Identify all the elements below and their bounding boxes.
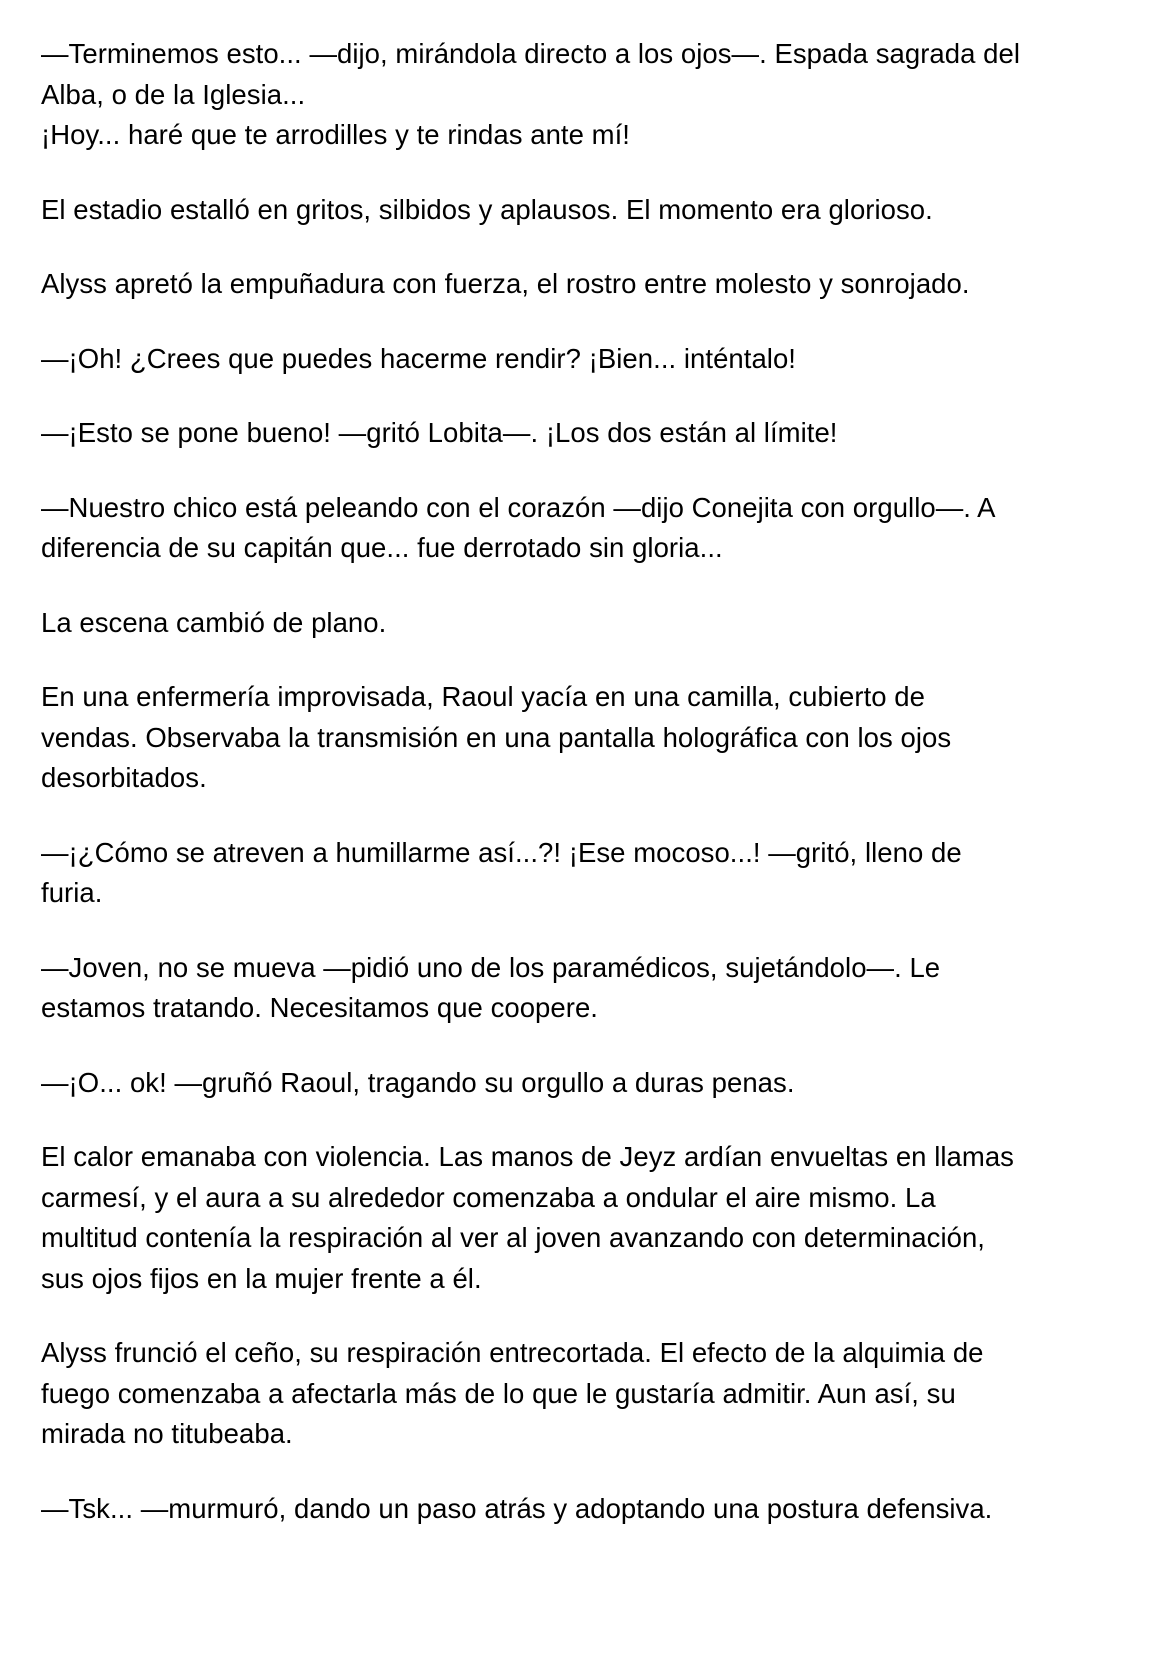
paragraph: —¡Esto se pone bueno! —gritó Lobita—. ¡Los dos están al límite! bbox=[41, 417, 838, 448]
paragraph: —¡Oh! ¿Crees que puedes hacerme rendir? ¡Bien... inténtalo! bbox=[41, 342, 796, 374]
paragraph: —Nuestro chico está peleando con el corazón —dijo Conejita con orgullo—. A diferencia de su capitán que... fue derrotado sin gloria... bbox=[41, 491, 996, 563]
paragraph: Alyss frunció el ceño, su respiración entrecortada. El efecto de la alquimia de fuego comenzaba a afectarla más de lo que le gustaría admitir. Aun así, su mirada no titubeaba. bbox=[41, 1337, 984, 1449]
paragraph: En una enfermería improvisada, Raoul yacía en una camilla, cubierto de vendas. Observaba la transmisión en una pantalla holográfica con los ojos desorbitados. bbox=[41, 681, 952, 793]
paragraph: —¡O... ok! —gruñó Raoul, tragando su orgullo a duras penas. bbox=[41, 1066, 795, 1098]
paragraph: —Tsk... —murmuró, dando un paso atrás y adoptando una postura defensiva. bbox=[41, 1492, 993, 1524]
document-page bbox=[41, 34, 1141, 1563]
paragraph: La escena cambió de plano. bbox=[41, 606, 387, 638]
paragraph: El calor emanaba con violencia. Las manos de Jeyz ardían envueltas en llamas carmesí, y el aura a su alrededor comenzaba a ondular el aire mismo. La multitud contenía la respiración al ver al joven avanzando con determinación, sus ojos fijos en la mujer frente a él. bbox=[41, 1141, 1014, 1294]
paragraph: —Terminemos esto... —dijo, mirándola directo a los ojos—. Espada sagrada del Alba, o de la Iglesia... ¡Hoy... haré que te arrodilles y te rindas ante mí! bbox=[41, 38, 1020, 150]
paragraph: —¡¿Cómo se atreven a humillarme así...?! ¡Ese mocoso...! —gritó, lleno de furia. bbox=[41, 836, 962, 908]
paragraph: —Joven, no se mueva —pidió uno de los paramédicos, sujetándolo—. Le estamos tratando. Necesitamos que coopere. bbox=[41, 951, 941, 1023]
paragraph: El estadio estalló en gritos, silbidos y aplausos. El momento era glorioso. bbox=[41, 193, 933, 225]
paragraph: Alyss apretó la empuñadura con fuerza, el rostro entre molesto y sonrojado. bbox=[41, 268, 970, 299]
